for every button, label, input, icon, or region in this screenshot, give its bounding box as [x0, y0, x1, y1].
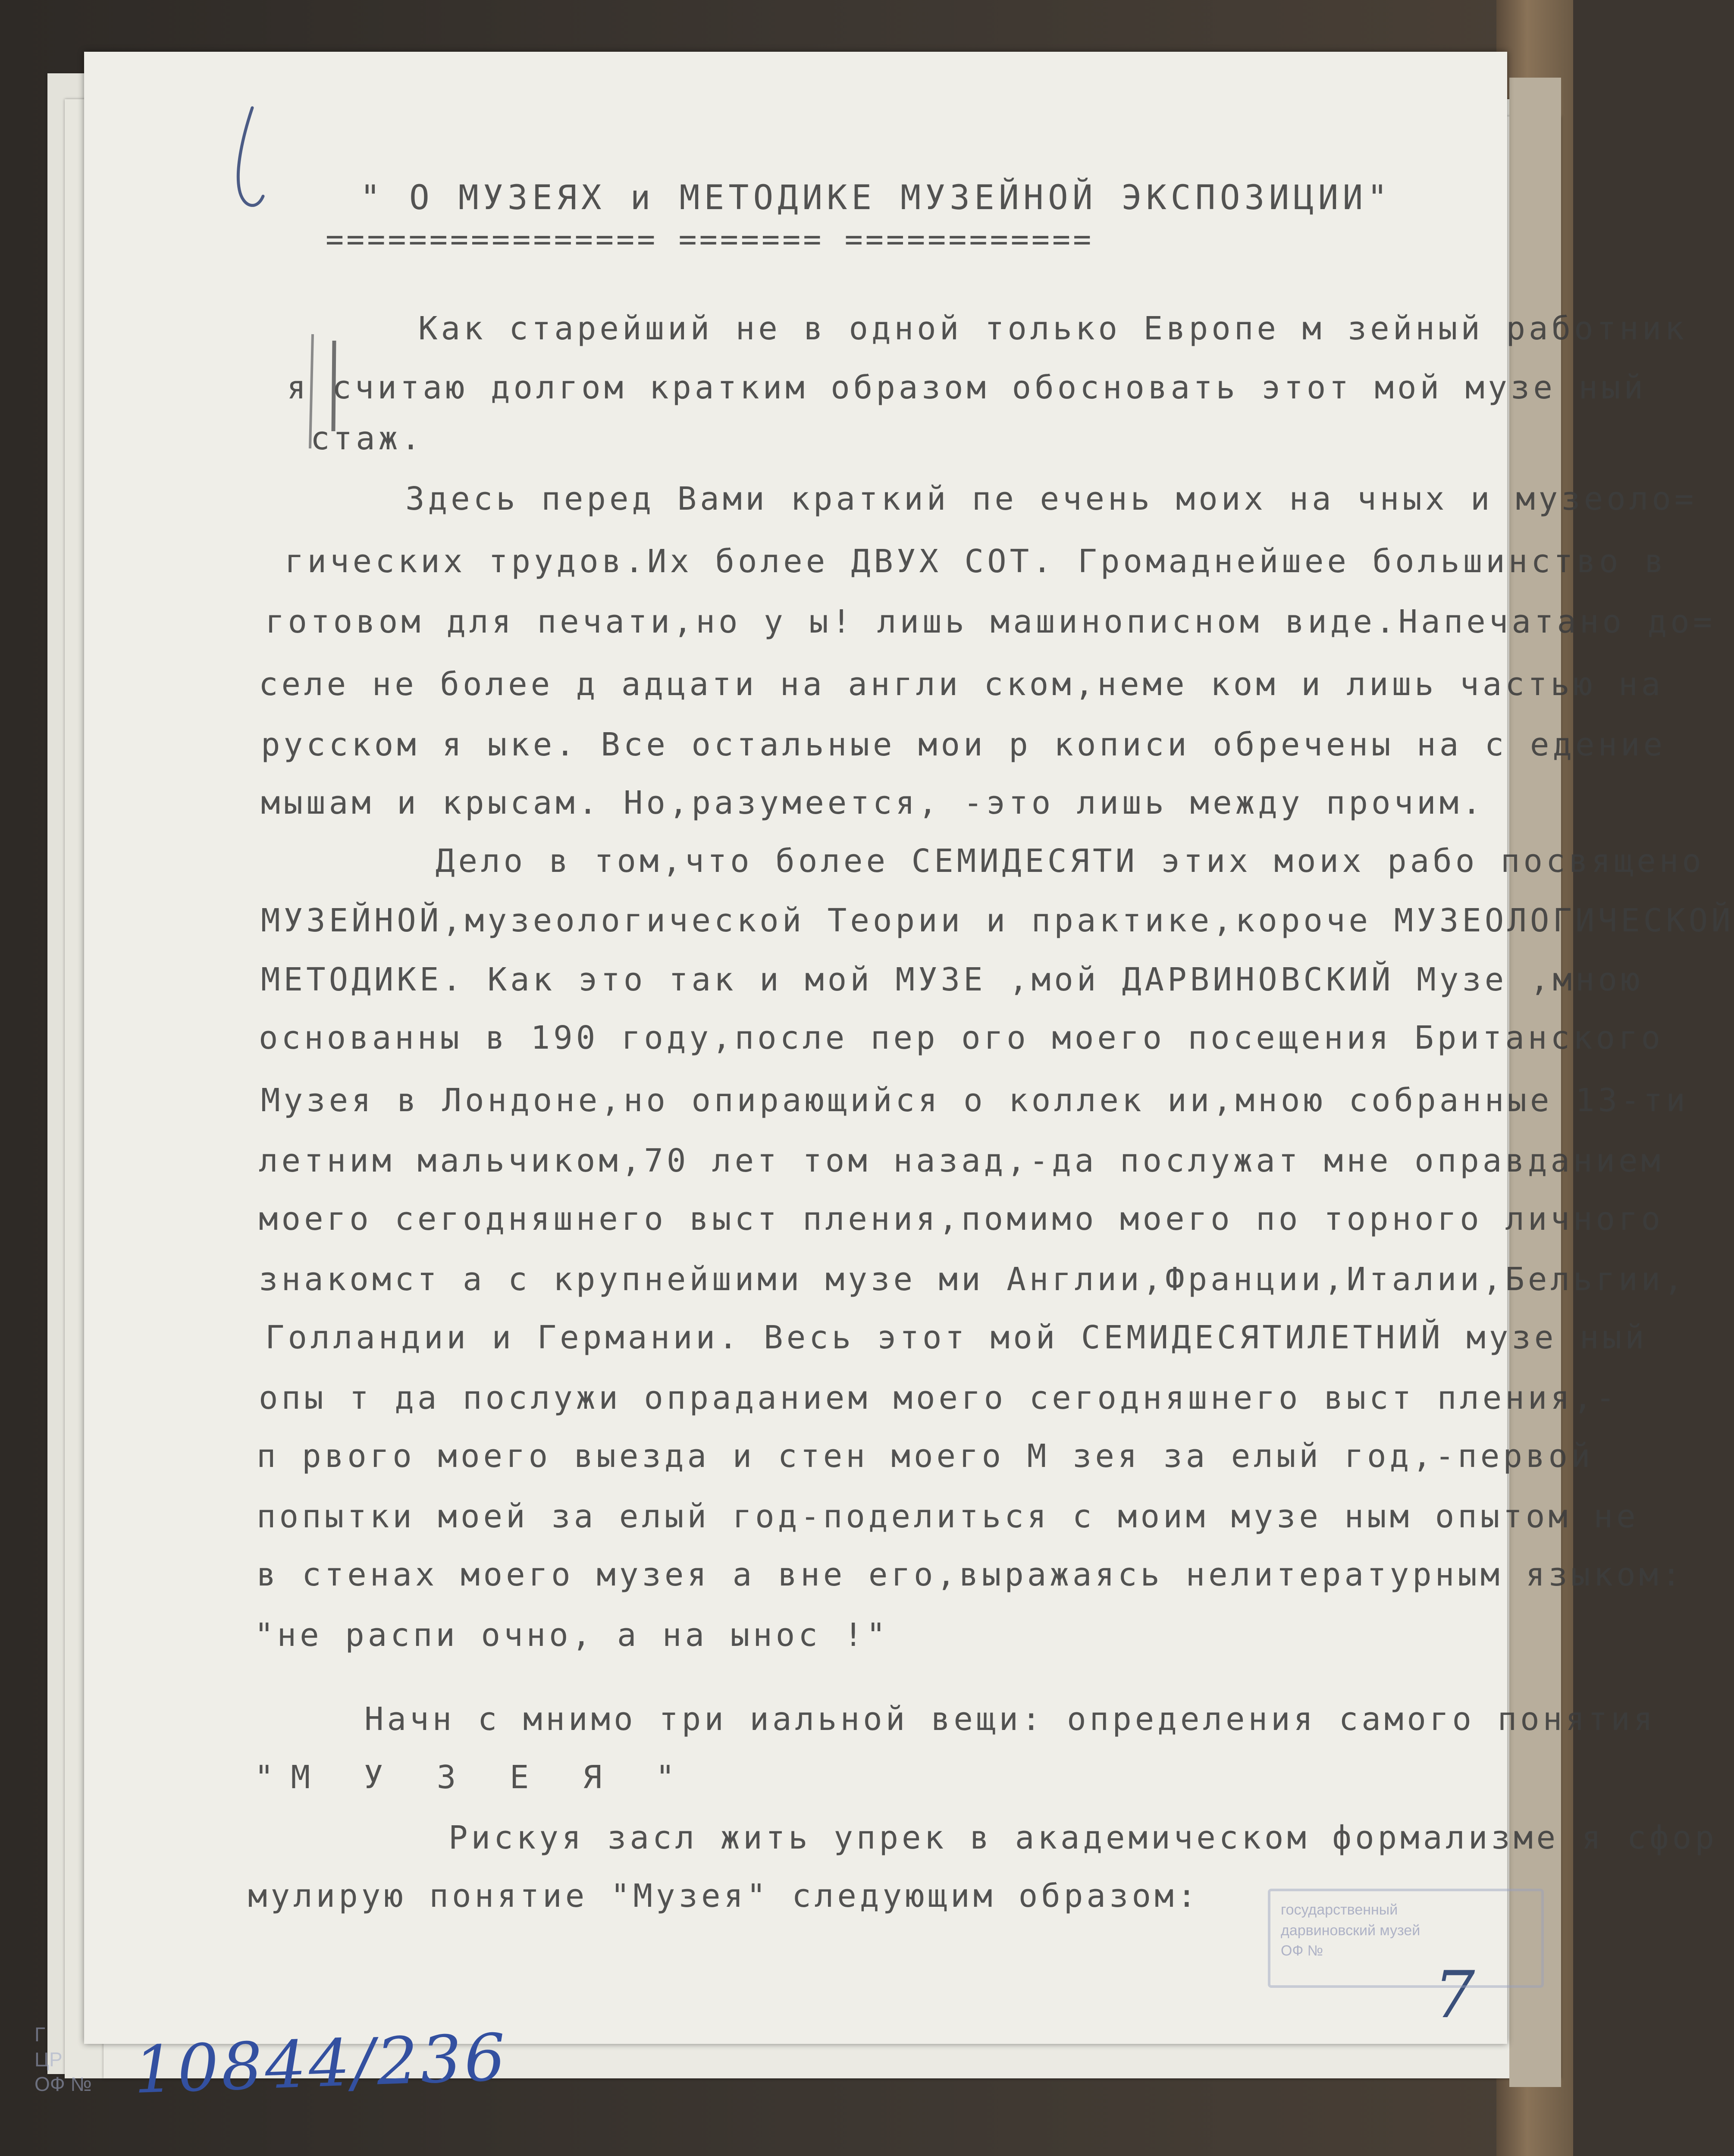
text-line: "М У З Е Я ": [254, 1759, 692, 1796]
text-line: готовом для печати,но у ы! лишь машинописном виде.Напечатано до=: [265, 603, 1716, 640]
archive-stamp: [1268, 1889, 1544, 1988]
text-line: летним мальчиком,70 лет том назад,-да послужат мне оправданием: [259, 1142, 1664, 1179]
text-line: Рискуя засл жить упрек в академическом формализме я сфор: [448, 1819, 1718, 1856]
text-line: основанны в 190 году,после пер ого моего посещения Британского: [259, 1019, 1664, 1056]
archive-label-line: ОФ №: [34, 2073, 92, 2095]
text-line: Начн с мнимо три иальной вещи: определения самого понятия: [364, 1701, 1656, 1738]
title-underline: ================ ======= ============: [326, 222, 1094, 257]
page-number: 7: [1434, 1958, 1475, 2033]
handwritten-mark: [226, 103, 274, 216]
text-line: селе не более д адцати на англи ском,неме ком и лишь частью на: [259, 666, 1664, 703]
archive-inventory-number: 10844/236: [132, 2020, 509, 2109]
text-line: стаж.: [310, 420, 424, 457]
document-title: " О МУЗЕЯХ и МЕТОДИКЕ МУЗЕЙНОЙ ЭКСПОЗИЦИИ": [360, 179, 1392, 217]
text-line: мышам и крысам. Но,разумеется, -это лишь между прочим.: [261, 784, 1485, 821]
typewritten-page: [84, 52, 1734, 2044]
text-line: в стенах моего музея а вне его,выражаясь нелитературным языком:: [257, 1556, 1684, 1593]
stamp-line: ОФ №: [1281, 1943, 1323, 1959]
text-line: Здесь перед Вами краткий пе ечень моих на чных и музеоло=: [405, 480, 1697, 517]
text-line: МУЗЕЙНОЙ,музеологической Теории и практике,короче МУЗЕОЛОГИЧЕСКОЙ: [261, 902, 1734, 939]
text-line: "не распи очно, а на ынос !": [254, 1617, 889, 1654]
stamp-line: государственный: [1281, 1902, 1398, 1918]
text-line: МЕТОДИКЕ. Как это так и мой МУЗЕ ,мой ДАРВИНОВСКИЙ Музе ,мною: [261, 961, 1643, 998]
archive-label-line: ЦР: [34, 2048, 63, 2071]
text-line: опы т да послужи опраданием моего сегодняшнего выст пления,-: [259, 1379, 1619, 1416]
text-line: Как старейший не в одной только Европе м зейный работник: [418, 310, 1687, 347]
text-line: я считаю долгом кратким образом обосновать этот мой музе ный: [287, 369, 1647, 406]
text-line: мулирую понятие "Музея" следующим образом:: [248, 1877, 1200, 1915]
text-line: моего сегодняшнего выст пления,помимо моего по торного личного: [259, 1200, 1664, 1238]
text-line: Дело в том,что более СЕМИДЕСЯТИ этих моих рабо посвящено: [436, 843, 1705, 880]
text-line: русском я ыке. Все остальные мои р кописи обречены на с едение: [261, 726, 1666, 763]
archive-label: [34, 2022, 92, 2097]
text-line: знакомст а с крупнейшими музе ми Англии,Франции,Италии,Бельгии,: [259, 1261, 1687, 1298]
stamp-line: дарвиновский музей: [1281, 1922, 1420, 1939]
text-line: Музея в Лондоне,но опирающийся о коллек ии,мною собранные 13-ти: [261, 1082, 1689, 1119]
text-line: гических трудов.Их более ДВУХ СОТ. Громаднейшее большинство в: [285, 543, 1667, 580]
archive-label-line: Г: [34, 2023, 45, 2046]
text-line: п рвого моего выезда и стен моего М зея за елый год,-первой: [257, 1438, 1594, 1475]
text-line: попытки моей за елый год-поделиться с моим музе ным опытом не: [257, 1498, 1639, 1535]
text-line: Голландии и Германии. Весь этот мой СЕМИДЕСЯТИЛЕТНИЙ музе ный: [265, 1319, 1648, 1356]
